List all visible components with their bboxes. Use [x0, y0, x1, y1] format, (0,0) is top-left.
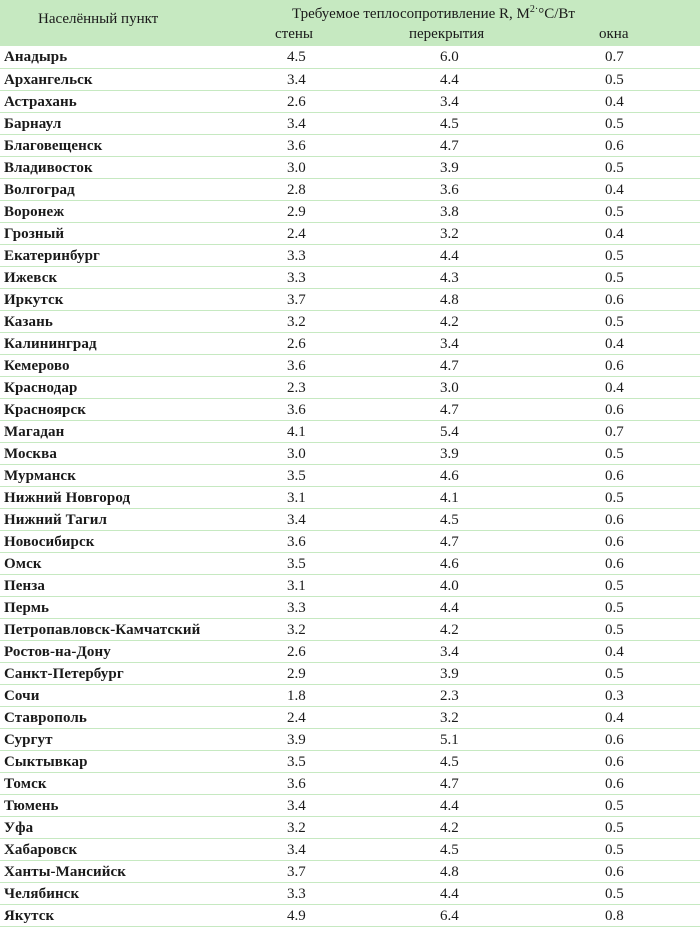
- city-cell: Мурманск: [4, 468, 76, 484]
- roof-cell: 5.1: [440, 732, 459, 748]
- windows-cell: 0.5: [605, 622, 624, 638]
- walls-cell: 3.2: [287, 820, 306, 836]
- windows-cell: 0.5: [605, 798, 624, 814]
- city-cell: Екатеринбург: [4, 248, 100, 264]
- roof-cell: 4.5: [440, 512, 459, 528]
- windows-cell: 0.6: [605, 754, 624, 770]
- windows-cell: 0.5: [605, 270, 624, 286]
- table-row: [0, 91, 700, 113]
- table-row: [0, 487, 700, 509]
- windows-cell: 0.5: [605, 886, 624, 902]
- roof-cell: 4.5: [440, 116, 459, 132]
- walls-cell: 3.0: [287, 160, 306, 176]
- table-row: [0, 839, 700, 861]
- city-cell: Сочи: [4, 688, 40, 704]
- walls-cell: 3.5: [287, 556, 306, 572]
- roof-cell: 4.0: [440, 578, 459, 594]
- city-cell: Грозный: [4, 226, 65, 242]
- table-row: [0, 355, 700, 377]
- table-row: [0, 905, 700, 927]
- roof-cell: 4.7: [440, 402, 459, 418]
- windows-cell: 0.8: [605, 908, 624, 924]
- roof-cell: 4.4: [440, 600, 459, 616]
- walls-cell: 3.5: [287, 754, 306, 770]
- city-cell: Владивосток: [4, 160, 93, 176]
- roof-cell: 4.7: [440, 776, 459, 792]
- city-cell: Москва: [4, 446, 57, 462]
- walls-cell: 3.6: [287, 776, 306, 792]
- table-row: [0, 619, 700, 641]
- table-row: [0, 289, 700, 311]
- windows-cell: 0.6: [605, 732, 624, 748]
- roof-cell: 4.5: [440, 754, 459, 770]
- walls-cell: 4.5: [287, 49, 306, 65]
- city-cell: Красноярск: [4, 402, 86, 418]
- windows-cell: 0.4: [605, 644, 624, 660]
- windows-cell: 0.6: [605, 776, 624, 792]
- walls-cell: 4.1: [287, 424, 306, 440]
- table-row: [0, 69, 700, 91]
- table-row: [0, 201, 700, 223]
- table-row: [0, 663, 700, 685]
- city-cell: Нижний Новгород: [4, 490, 131, 506]
- city-cell: Благовещенск: [4, 138, 103, 154]
- windows-cell: 0.4: [605, 182, 624, 198]
- roof-cell: 3.9: [440, 160, 459, 176]
- table-row: [0, 861, 700, 883]
- windows-cell: 0.4: [605, 710, 624, 726]
- table-row: [0, 135, 700, 157]
- city-cell: Архангельск: [4, 72, 93, 88]
- walls-cell: 3.4: [287, 116, 306, 132]
- roof-cell: 3.9: [440, 446, 459, 462]
- roof-cell: 3.2: [440, 710, 459, 726]
- windows-cell: 0.6: [605, 358, 624, 374]
- windows-cell: 0.4: [605, 94, 624, 110]
- walls-cell: 2.9: [287, 204, 306, 220]
- city-cell: Астрахань: [4, 94, 77, 110]
- roof-cell: 4.2: [440, 820, 459, 836]
- roof-cell: 4.5: [440, 842, 459, 858]
- title-superscript: 2·: [529, 4, 539, 15]
- walls-cell: 2.3: [287, 380, 306, 396]
- walls-cell: 2.8: [287, 182, 306, 198]
- roof-cell: 4.2: [440, 314, 459, 330]
- city-cell: Магадан: [4, 424, 65, 440]
- city-cell: Томск: [4, 776, 47, 792]
- walls-cell: 3.6: [287, 138, 306, 154]
- column-header-roof: перекрытия: [409, 26, 485, 42]
- table-row: [0, 707, 700, 729]
- windows-cell: 0.4: [605, 380, 624, 396]
- walls-cell: 2.6: [287, 336, 306, 352]
- table-row: [0, 553, 700, 575]
- city-cell: Челябинск: [4, 886, 80, 902]
- windows-cell: 0.6: [605, 864, 624, 880]
- roof-cell: 4.4: [440, 798, 459, 814]
- city-cell: Нижний Тагил: [4, 512, 108, 528]
- city-cell: Тюмень: [4, 798, 59, 814]
- roof-cell: 4.4: [440, 72, 459, 88]
- table-row: [0, 443, 700, 465]
- roof-cell: 4.7: [440, 138, 459, 154]
- roof-cell: 4.2: [440, 622, 459, 638]
- column-header-city: Населённый пункт: [38, 11, 159, 27]
- roof-cell: 3.0: [440, 380, 459, 396]
- roof-cell: 3.4: [440, 94, 459, 110]
- city-cell: Анадырь: [4, 49, 68, 65]
- table-row: [0, 817, 700, 839]
- roof-cell: 4.3: [440, 270, 459, 286]
- city-cell: Ханты-Мансийск: [4, 864, 126, 880]
- windows-cell: 0.6: [605, 402, 624, 418]
- table-row: [0, 179, 700, 201]
- city-cell: Казань: [4, 314, 53, 330]
- walls-cell: 3.3: [287, 886, 306, 902]
- column-header-walls: стены: [275, 26, 313, 42]
- walls-cell: 2.6: [287, 644, 306, 660]
- city-cell: Ставрополь: [4, 710, 87, 726]
- table-row: [0, 157, 700, 179]
- roof-cell: 4.8: [440, 292, 459, 308]
- title-unit: °С/Вт: [538, 6, 575, 22]
- city-cell: Омск: [4, 556, 42, 572]
- roof-cell: 4.6: [440, 468, 459, 484]
- walls-cell: 3.9: [287, 732, 306, 748]
- city-cell: Ростов-на-Дону: [4, 644, 111, 660]
- windows-cell: 0.5: [605, 72, 624, 88]
- roof-cell: 3.4: [440, 644, 459, 660]
- windows-cell: 0.5: [605, 116, 624, 132]
- windows-cell: 0.5: [605, 248, 624, 264]
- roof-cell: 5.4: [440, 424, 459, 440]
- table-row: [0, 377, 700, 399]
- walls-cell: 3.4: [287, 842, 306, 858]
- table-row: [0, 113, 700, 135]
- table-header: [0, 0, 700, 46]
- roof-cell: 4.8: [440, 864, 459, 880]
- city-cell: Барнаул: [4, 116, 62, 132]
- walls-cell: 3.6: [287, 534, 306, 550]
- windows-cell: 0.3: [605, 688, 624, 704]
- walls-cell: 3.6: [287, 358, 306, 374]
- table-row: [0, 531, 700, 553]
- windows-cell: 0.5: [605, 314, 624, 330]
- roof-cell: 3.4: [440, 336, 459, 352]
- city-cell: Якутск: [4, 908, 55, 924]
- windows-cell: 0.5: [605, 842, 624, 858]
- column-header-windows: окна: [599, 26, 629, 42]
- walls-cell: 3.4: [287, 72, 306, 88]
- city-cell: Калининград: [4, 336, 97, 352]
- city-cell: Краснодар: [4, 380, 78, 396]
- roof-cell: 3.9: [440, 666, 459, 682]
- walls-cell: 2.9: [287, 666, 306, 682]
- walls-cell: 3.7: [287, 864, 306, 880]
- city-cell: Волгоград: [4, 182, 75, 198]
- windows-cell: 0.6: [605, 534, 624, 550]
- title-main: Требуемое теплосопротивление R, М: [292, 6, 530, 22]
- windows-cell: 0.5: [605, 446, 624, 462]
- city-cell: Пенза: [4, 578, 45, 594]
- windows-cell: 0.5: [605, 490, 624, 506]
- city-cell: Уфа: [4, 820, 34, 836]
- walls-cell: 4.9: [287, 908, 306, 924]
- roof-cell: 3.8: [440, 204, 459, 220]
- city-cell: Ижевск: [4, 270, 58, 286]
- table-row: [0, 685, 700, 707]
- windows-cell: 0.5: [605, 160, 624, 176]
- city-cell: Кемерово: [4, 358, 70, 374]
- table-row: [0, 267, 700, 289]
- roof-cell: 2.3: [440, 688, 459, 704]
- windows-cell: 0.6: [605, 468, 624, 484]
- windows-cell: 0.7: [605, 424, 624, 440]
- windows-cell: 0.6: [605, 512, 624, 528]
- walls-cell: 3.7: [287, 292, 306, 308]
- walls-cell: 3.2: [287, 314, 306, 330]
- roof-cell: 6.0: [440, 49, 459, 65]
- windows-cell: 0.5: [605, 666, 624, 682]
- roof-cell: 4.6: [440, 556, 459, 572]
- table-row: [0, 46, 700, 69]
- walls-cell: 3.6: [287, 402, 306, 418]
- walls-cell: 1.8: [287, 688, 306, 704]
- table-row: [0, 311, 700, 333]
- table-row: [0, 773, 700, 795]
- table-row: [0, 641, 700, 663]
- table-row: [0, 421, 700, 443]
- table-row: [0, 795, 700, 817]
- walls-cell: 3.2: [287, 622, 306, 638]
- table-title: [292, 4, 575, 23]
- windows-cell: 0.5: [605, 204, 624, 220]
- roof-cell: 4.4: [440, 886, 459, 902]
- city-cell: Новосибирск: [4, 534, 95, 550]
- windows-cell: 0.7: [605, 49, 624, 65]
- windows-cell: 0.5: [605, 820, 624, 836]
- table-row: [0, 597, 700, 619]
- walls-cell: 2.4: [287, 226, 306, 242]
- walls-cell: 3.4: [287, 798, 306, 814]
- roof-cell: 4.1: [440, 490, 459, 506]
- windows-cell: 0.5: [605, 600, 624, 616]
- table-row: [0, 465, 700, 487]
- walls-cell: 3.0: [287, 446, 306, 462]
- roof-cell: 4.7: [440, 358, 459, 374]
- city-cell: Пермь: [4, 600, 50, 616]
- table-row: [0, 509, 700, 531]
- windows-cell: 0.6: [605, 138, 624, 154]
- city-cell: Сургут: [4, 732, 53, 748]
- windows-cell: 0.6: [605, 556, 624, 572]
- table-row: [0, 333, 700, 355]
- walls-cell: 3.1: [287, 578, 306, 594]
- city-cell: Петропавловск-Камчатский: [4, 622, 201, 638]
- walls-cell: 3.3: [287, 270, 306, 286]
- roof-cell: 3.6: [440, 182, 459, 198]
- roof-cell: 6.4: [440, 908, 459, 924]
- city-cell: Воронеж: [4, 204, 65, 220]
- walls-cell: 2.4: [287, 710, 306, 726]
- city-cell: Иркутск: [4, 292, 64, 308]
- table-row: [0, 223, 700, 245]
- windows-cell: 0.5: [605, 578, 624, 594]
- table-row: [0, 729, 700, 751]
- city-cell: Санкт-Петербург: [4, 666, 124, 682]
- walls-cell: 3.5: [287, 468, 306, 484]
- table-row: [0, 575, 700, 597]
- roof-cell: 4.7: [440, 534, 459, 550]
- windows-cell: 0.6: [605, 292, 624, 308]
- table-row: [0, 883, 700, 905]
- walls-cell: 3.1: [287, 490, 306, 506]
- windows-cell: 0.4: [605, 336, 624, 352]
- city-cell: Сыктывкар: [4, 754, 88, 770]
- table-row: [0, 751, 700, 773]
- roof-cell: 4.4: [440, 248, 459, 264]
- walls-cell: 3.4: [287, 512, 306, 528]
- city-cell: Хабаровск: [4, 842, 78, 858]
- walls-cell: 3.3: [287, 600, 306, 616]
- walls-cell: 2.6: [287, 94, 306, 110]
- windows-cell: 0.4: [605, 226, 624, 242]
- table-row: [0, 399, 700, 421]
- roof-cell: 3.2: [440, 226, 459, 242]
- table-body: [0, 46, 700, 927]
- table-row: [0, 245, 700, 267]
- walls-cell: 3.3: [287, 248, 306, 264]
